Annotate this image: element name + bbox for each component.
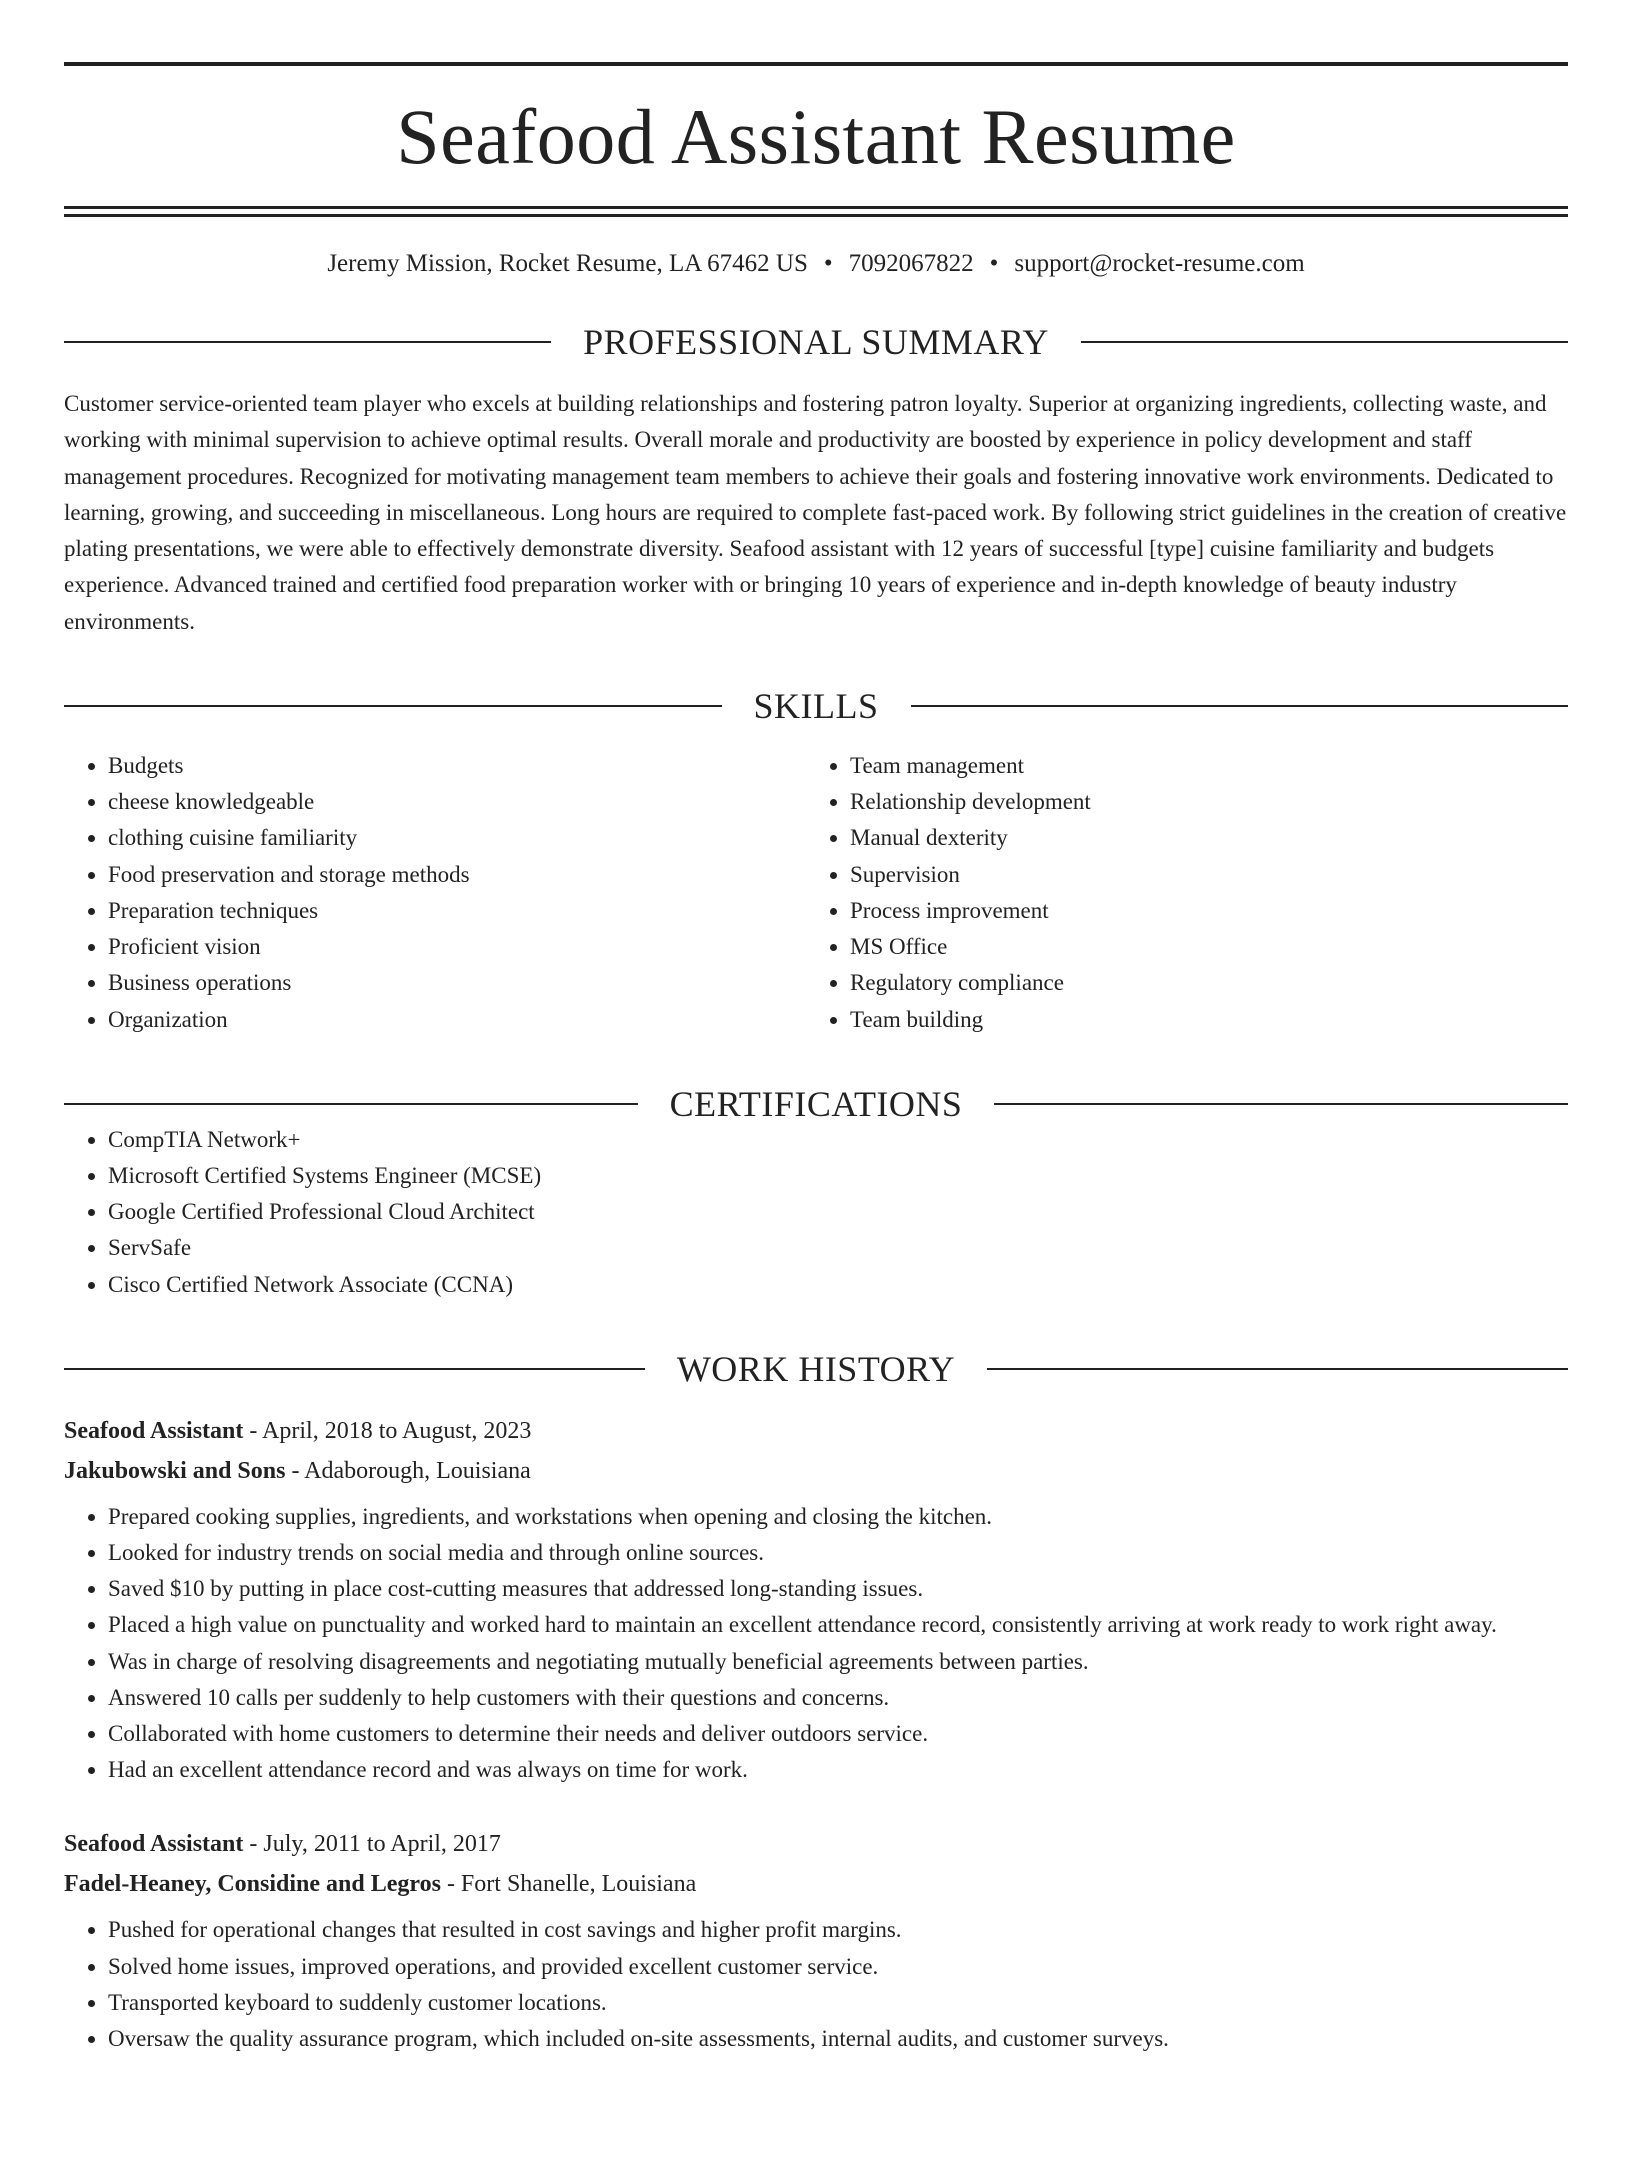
job-company-line <box>64 1864 1568 1904</box>
skills-list <box>64 748 806 1038</box>
certification-item: • Microsoft Certified Systems Engineer (MCSE) <box>108 1158 1568 1194</box>
skill-item: • Proficient vision <box>108 929 806 965</box>
job-entry <box>64 1411 1568 1789</box>
job-entry <box>64 1824 1568 2057</box>
job-duty-item: • Placed a high value on punctuality and worked hard to maintain an excellent attendance record, consistently arriving at work ready to work right away. <box>108 1607 1568 1643</box>
section-header-summary <box>64 324 1568 360</box>
section-title: WORK HISTORY <box>676 1348 956 1389</box>
skills-column-left <box>64 748 806 1038</box>
job-duty-item: • Pushed for operational changes that resulted in cost savings and higher profit margins. <box>108 1912 1568 1948</box>
job-location: - Fort Shanelle, Louisiana <box>440 1871 697 1898</box>
job-duty-item: • Had an excellent attendance record and was always on time for work. <box>108 1752 1568 1788</box>
section-title: PROFESSIONAL SUMMARY <box>583 322 1049 362</box>
job-company: Fadel-Heaney, Considine and Legros <box>64 1871 441 1898</box>
job-duty-item: • Solved home issues, improved operations, and provided excellent customer service. <box>108 1949 1568 1985</box>
skill-item: • Regulatory compliance <box>850 965 1548 1001</box>
job-role: Seafood Assistant <box>64 1417 244 1444</box>
skills-grid <box>64 748 1568 1038</box>
resume-page <box>0 62 1632 2174</box>
page-title: Seafood Assistant Resume <box>396 93 1236 180</box>
section-rule <box>64 341 551 343</box>
skill-item: • cheese knowledgeable <box>108 784 806 820</box>
skill-item: • Team building <box>850 1002 1548 1038</box>
skill-item: • Organization <box>108 1002 806 1038</box>
skill-item: • Relationship development <box>850 784 1548 820</box>
skill-item: • MS Office <box>850 929 1548 965</box>
certification-item: • Cisco Certified Network Associate (CCNA) <box>108 1267 1568 1303</box>
job-duty-item: • Oversaw the quality assurance program, which included on-site assessments, internal audits, and customer surveys. <box>108 2021 1568 2057</box>
skill-item: • clothing cuisine familiarity <box>108 820 806 856</box>
job-duty-item: • Was in charge of resolving disagreements and negotiating mutually beneficial agreements between parties. <box>108 1644 1568 1680</box>
section-rule <box>64 1368 645 1370</box>
section-rule <box>911 705 1569 707</box>
certification-item: • CompTIA Network+ <box>108 1122 1568 1158</box>
skill-item: • Supervision <box>850 857 1548 893</box>
job-dates: - April, 2018 to August, 2023 <box>243 1417 532 1444</box>
job-duty-item: • Saved $10 by putting in place cost-cutting measures that addressed long-standing issues. <box>108 1571 1568 1607</box>
job-role: Seafood Assistant <box>64 1831 244 1858</box>
skill-item: • Process improvement <box>850 893 1548 929</box>
contact-separator: • <box>989 250 999 277</box>
job-company: Jakubowski and Sons <box>64 1457 286 1484</box>
skill-item: • Team management <box>850 748 1548 784</box>
skill-item: • Preparation techniques <box>108 893 806 929</box>
contact-phone: 7092067822 <box>848 250 974 277</box>
skill-item: • Food preservation and storage methods <box>108 857 806 893</box>
contact-address: Jeremy Mission, Rocket Resume, LA 67462 US <box>327 250 808 277</box>
skill-item: • Budgets <box>108 748 806 784</box>
skill-item: • Manual dexterity <box>850 820 1548 856</box>
contact-separator: • <box>823 250 833 277</box>
job-duty-item: • Looked for industry trends on social media and through online sources. <box>108 1535 1568 1571</box>
contact-email: support@rocket-resume.com <box>1014 250 1305 277</box>
job-duties-list <box>64 1912 1568 2057</box>
job-duties-list <box>64 1499 1568 1789</box>
job-location: - Adaborough, Louisiana <box>285 1457 531 1484</box>
section-title: CERTIFICATIONS <box>669 1083 963 1124</box>
section-rule <box>1081 341 1568 343</box>
skill-item: • Business operations <box>108 965 806 1001</box>
section-rule <box>64 705 722 707</box>
certification-item: • ServSafe <box>108 1230 1568 1266</box>
certifications-list <box>64 1122 1568 1303</box>
job-company-line <box>64 1451 1568 1491</box>
section-rule <box>64 1103 638 1105</box>
skills-column-right <box>806 748 1548 1038</box>
work-history-list <box>64 1411 1568 2057</box>
section-rule <box>987 1368 1568 1370</box>
job-dates: - July, 2011 to April, 2017 <box>243 1831 501 1858</box>
section-title: SKILLS <box>753 686 879 727</box>
top-rule <box>64 62 1568 66</box>
job-title-line <box>64 1411 1568 1451</box>
job-duty-item: • Collaborated with home customers to determine their needs and deliver outdoors service. <box>108 1716 1568 1752</box>
section-rule <box>994 1103 1568 1105</box>
section-header-skills <box>64 686 1568 727</box>
job-duty-item: • Transported keyboard to suddenly customer locations. <box>108 1985 1568 2021</box>
section-header-work-history <box>64 1348 1568 1389</box>
job-title-line <box>64 1824 1568 1864</box>
title-double-rule <box>64 206 1568 217</box>
certification-item: • Google Certified Professional Cloud Architect <box>108 1194 1568 1230</box>
skills-list <box>806 748 1548 1038</box>
section-header-certifications <box>64 1083 1568 1124</box>
contact-line <box>64 251 1568 276</box>
job-duty-item: • Answered 10 calls per suddenly to help customers with their questions and concerns. <box>108 1680 1568 1716</box>
summary-text: Customer service-oriented team player who excels at building relationships and fostering patron loyalty. Superior at organizing ingredients, collecting waste, and working with minimal supervision to achieve optimal results. Overall morale and productivity are boosted by experience in policy development and staff management procedures. Recognized for motivating management team members to achieve their goals and fostering innovative work environments. Dedicated to learning, growing, and succeeding in miscellaneous. Long hours are required to complete fast-paced work. By following strict guidelines in the creation of creative plating presentations, we were able to effectively demonstrate diversity. Seafood assistant with 12 years of successful [type] cuisine familiarity and budgets experience. Advanced trained and certified food preparation worker with or bringing 10 years of experience and in-depth knowledge of beauty industry environments. <box>64 391 1567 634</box>
job-duty-item: • Prepared cooking supplies, ingredients, and workstations when opening and closing the kitchen. <box>108 1499 1568 1535</box>
